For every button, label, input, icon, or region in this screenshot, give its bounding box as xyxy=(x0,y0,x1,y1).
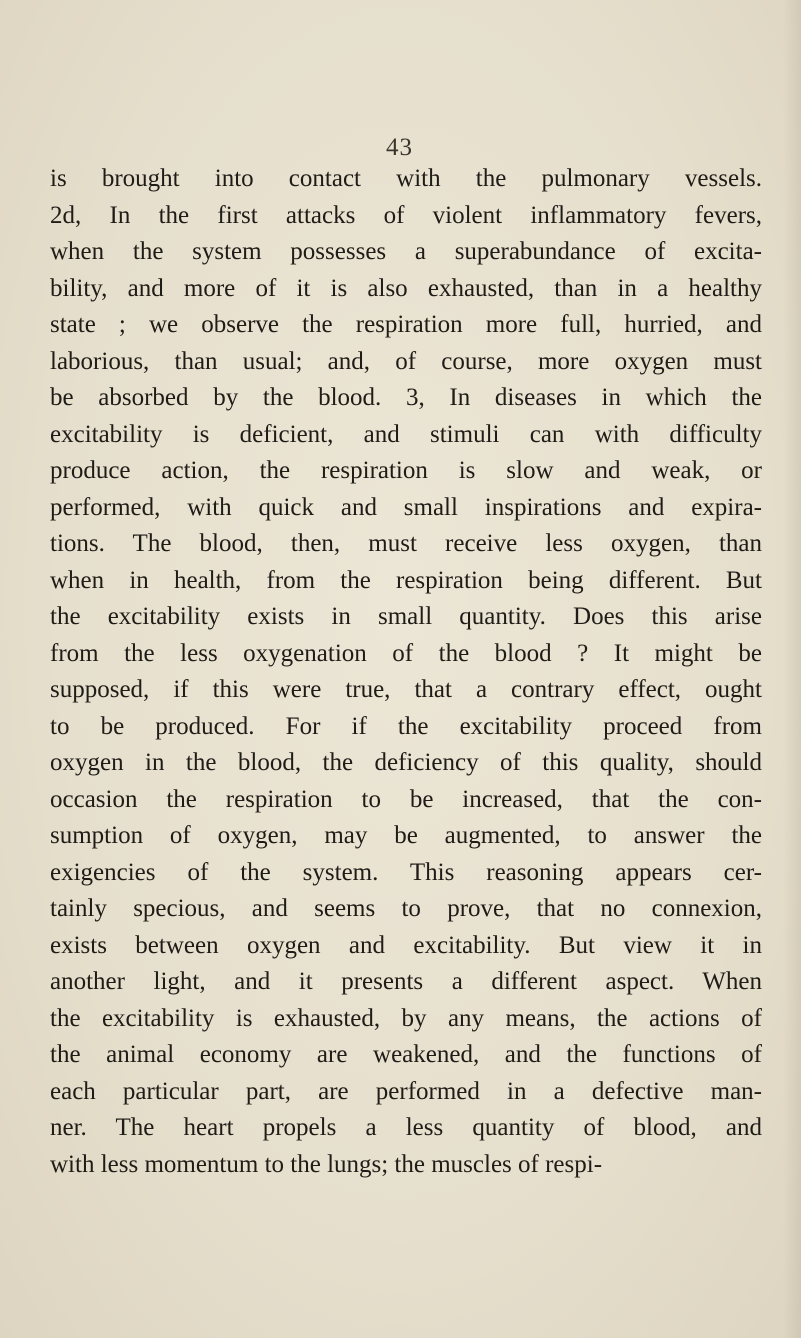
text-line: sumption of oxygen, may be augmented, to answer the xyxy=(50,822,762,849)
text-line: the animal economy are weakened, and the functions of xyxy=(50,1041,762,1068)
text-line: exigencies of the system. This reasoning appears cer- xyxy=(50,858,762,886)
text-line: be absorbed by the blood. 3, In diseases in which the xyxy=(50,384,762,411)
page-edge-shadow xyxy=(783,0,801,1338)
text-line: when in health, from the respiration being different. But xyxy=(50,566,762,594)
page-number: 43 xyxy=(386,134,413,161)
text-line: excitability is deficient, and stimuli can with difficulty xyxy=(50,420,762,448)
text-line: ner. The heart propels a less quantity of blood, and xyxy=(50,1114,762,1141)
text-line: is brought into contact with the pulmonary vessels. xyxy=(50,165,762,192)
text-line: occasion the respiration to be increased, that the con- xyxy=(50,785,762,813)
text-line: the excitability exists in small quantity. Does this arise xyxy=(50,603,762,630)
text-line: produce action, the respiration is slow and weak, or xyxy=(50,457,762,484)
text-line: with less momentum to the lungs; the muscles of respi- xyxy=(50,1150,603,1178)
text-line: from the less oxygenation of the blood ? It might be xyxy=(50,639,762,667)
text-line: tainly specious, and seems to prove, that no connexion, xyxy=(50,895,762,922)
text-line: to be produced. For if the excitability proceed from xyxy=(50,712,762,740)
text-line: laborious, than usual; and, of course, more oxygen must xyxy=(50,347,762,375)
text-line: tions. The blood, then, must receive less oxygen, than xyxy=(50,530,762,557)
text-line: state ; we observe the respiration more full, hurried, and xyxy=(50,311,762,338)
text-line: supposed, if this were true, that a contrary effect, ought xyxy=(50,676,762,703)
text-line: each particular part, are performed in a defective man- xyxy=(50,1077,762,1105)
body-text xyxy=(50,161,762,1183)
text-line: oxygen in the blood, the deficiency of this quality, should xyxy=(50,749,762,776)
text-line: the excitability is exhausted, by any means, the actions of xyxy=(50,1004,762,1032)
text-line: when the system possesses a superabundance of excita- xyxy=(50,238,762,265)
text-line: 2d, In the first attacks of violent inflammatory fevers, xyxy=(50,201,762,229)
text-line: performed, with quick and small inspirations and expira- xyxy=(50,493,762,521)
text-line: bility, and more of it is also exhausted, than in a healthy xyxy=(50,274,762,302)
text-line: exists between oxygen and excitability. But view it in xyxy=(50,931,762,959)
text-line: another light, and it presents a different aspect. When xyxy=(50,968,762,995)
